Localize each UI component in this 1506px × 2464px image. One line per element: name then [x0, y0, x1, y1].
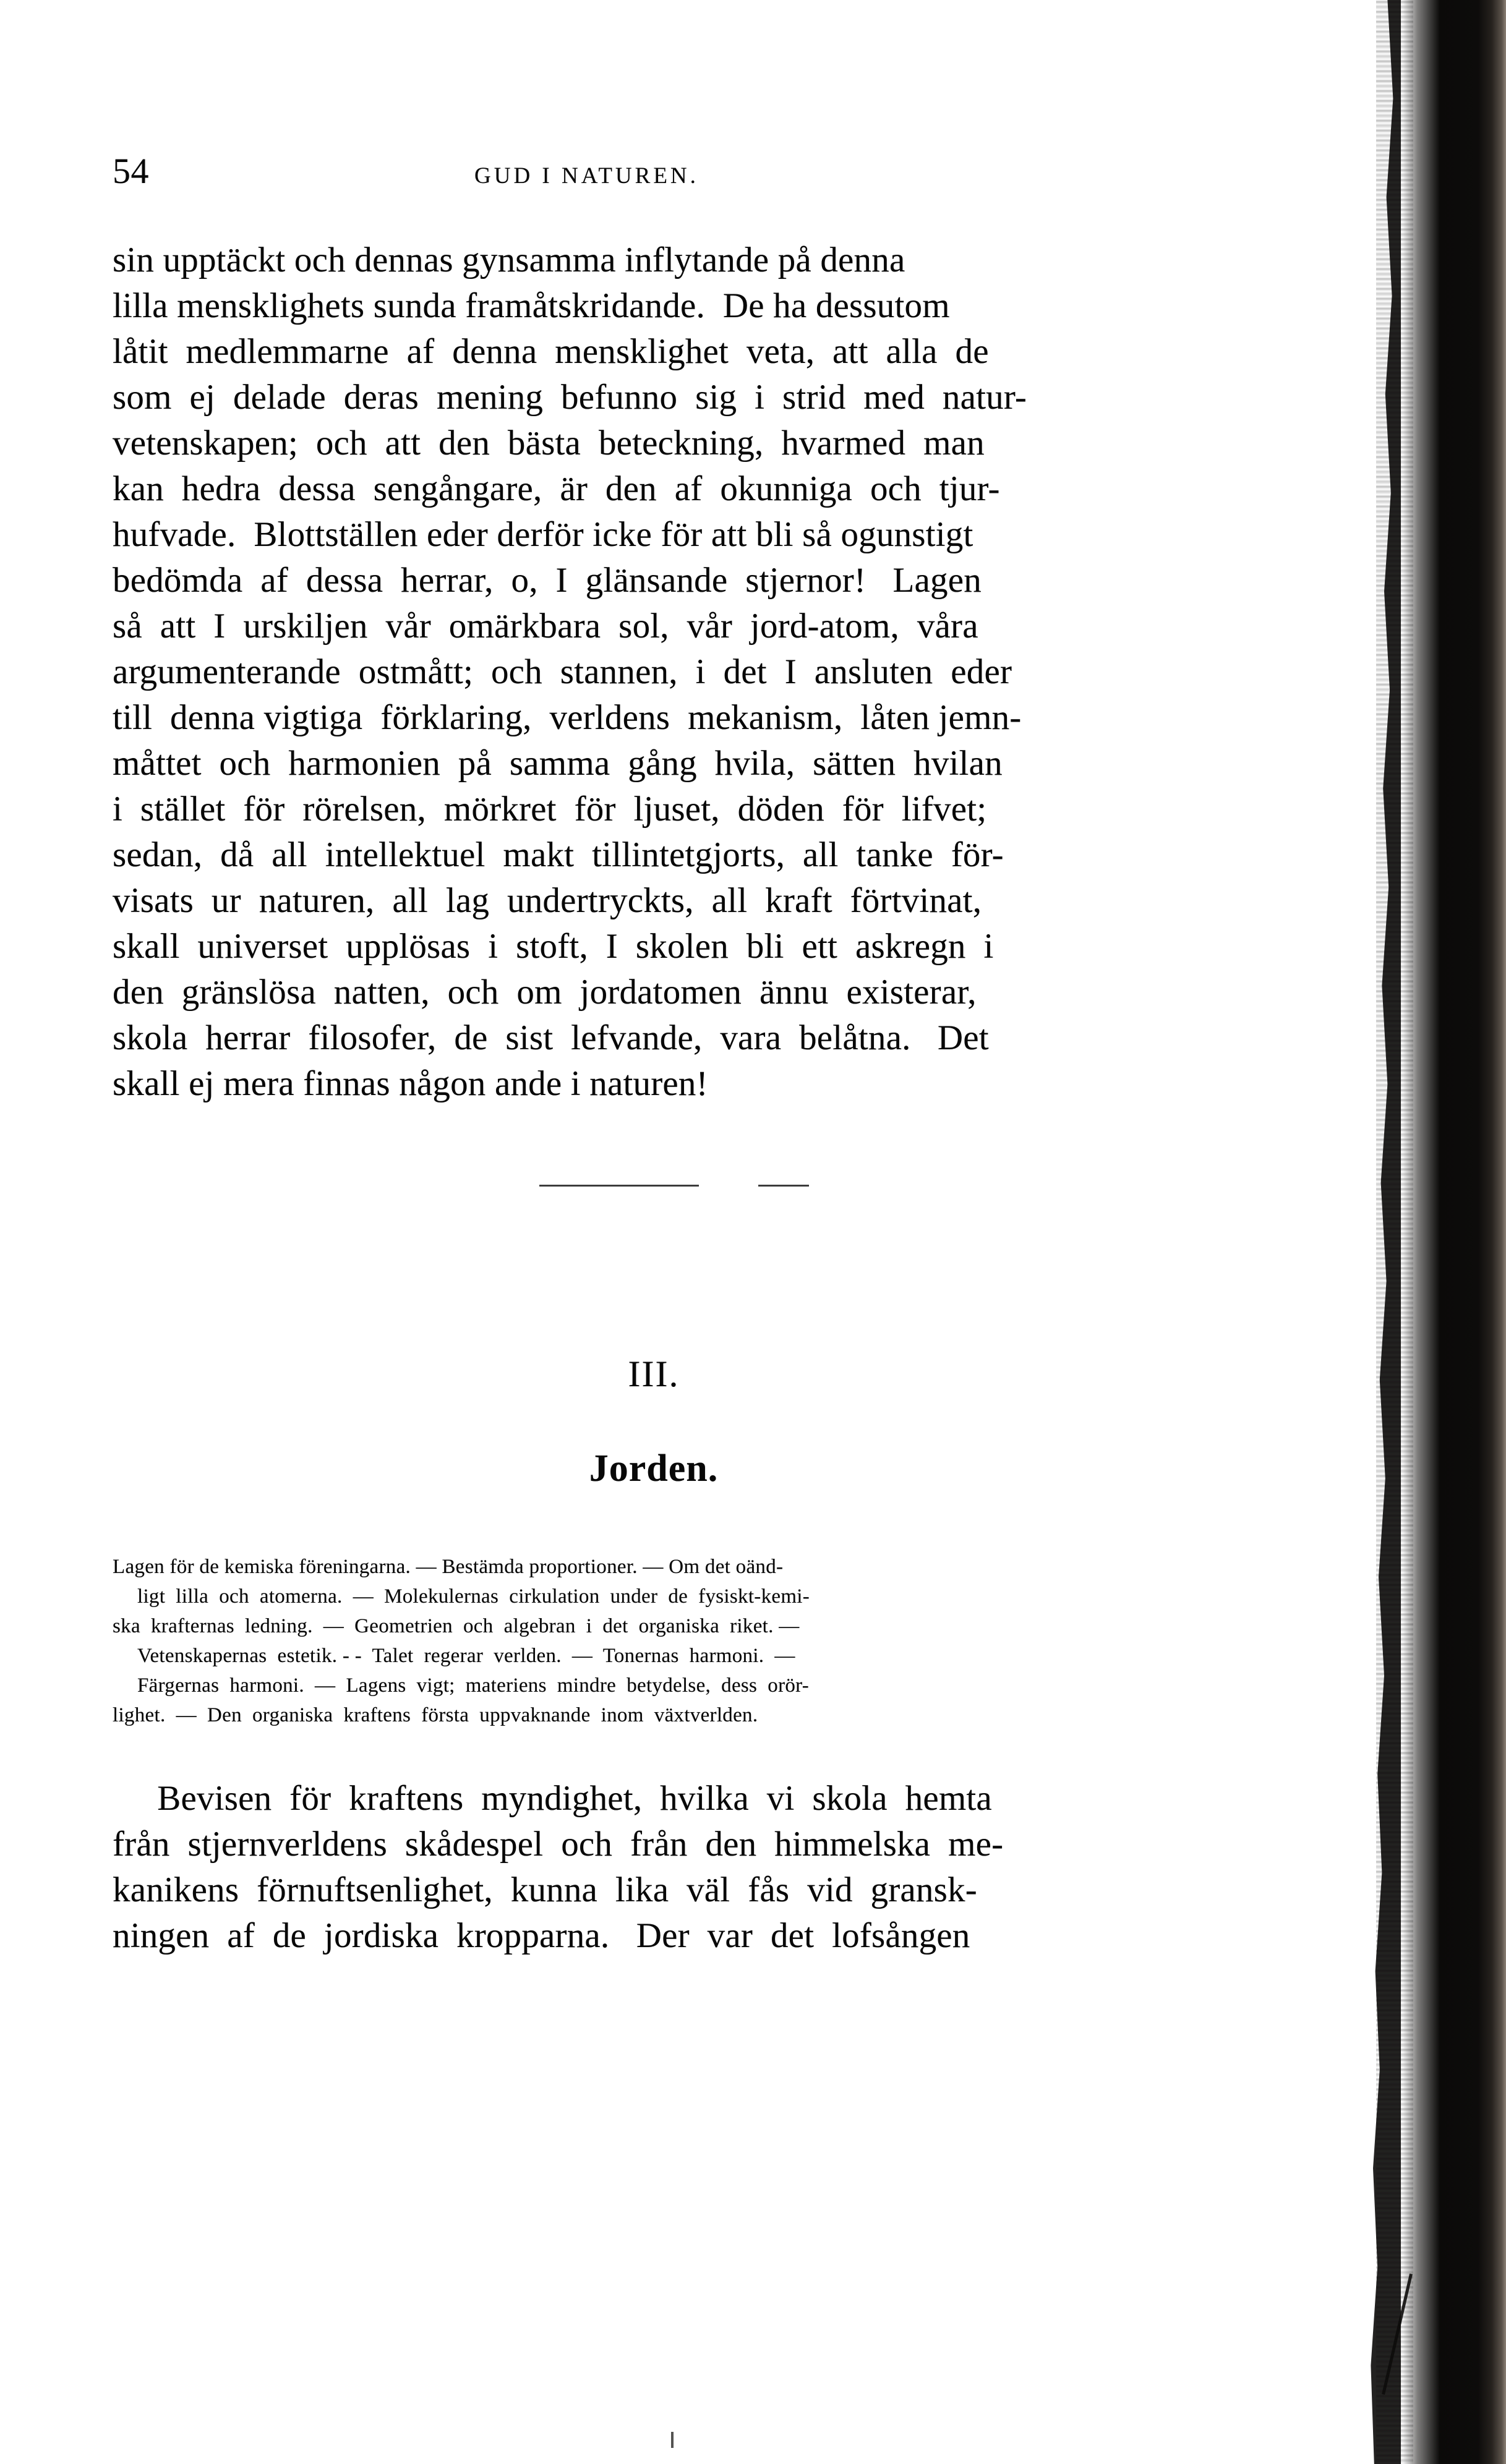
body-line: lilla mensklighets sunda framåtskridande. De ha dessutom — [113, 286, 950, 325]
scan-bottom-mark — [671, 2432, 674, 2448]
running-head-title: GUD I NATUREN. — [474, 163, 699, 189]
body-line: skola herrar filosofer, de sist lefvande, vara belåtna. Det — [113, 1018, 989, 1057]
closing-line: kanikens förnuftsenlighet, kunna lika väl fås vid gransk- — [113, 1870, 977, 1909]
closing-paragraph — [113, 1776, 1343, 1959]
body-line: som ej delade deras mening befunno sig i strid med natur- — [113, 378, 1027, 417]
synopsis-line: lighet. — Den organiska kraftens första uppvaknande inom växtverlden. — [113, 1704, 758, 1726]
synopsis-line: Färgernas harmoni. — Lagens vigt; materiens mindre betydelse, dess orör- — [137, 1674, 810, 1697]
body-line: vetenskapen; och att den bästa beteckning, hvarmed man — [113, 424, 985, 463]
body-line: kan hedra dessa sengångare, är den af okunniga och tjur- — [113, 469, 1000, 508]
chapter-synopsis — [113, 1552, 1343, 1730]
body-line: argumenterande ostmått; och stannen, i det I ansluten eder — [113, 652, 1012, 691]
page-number: 54 — [113, 151, 149, 191]
horizontal-rule — [539, 1185, 750, 1187]
synopsis-line: Vetenskapernas estetik. - - Talet regerar verlden. — Tonernas harmoni. — — [137, 1645, 795, 1667]
body-line: så att I urskiljen vår omärkbara sol, vår jord-atom, våra — [113, 607, 978, 646]
closing-line: Bevisen för kraftens myndighet, hvilka vi skola hemta — [113, 1779, 992, 1818]
body-line: bedömda af dessa herrar, o, I glänsande stjernor! Lagen — [113, 561, 982, 600]
text-column — [113, 0, 1343, 1959]
body-line: skall ej mera finnas någon ande i naturen! — [113, 1064, 708, 1103]
body-line: sedan, då all intellektuel makt tillintetgjorts, all tanke för- — [113, 835, 1004, 874]
body-line: visats ur naturen, all lag undertryckts, all kraft förtvinat, — [113, 881, 982, 920]
body-line: låtit medlemmarne af denna mensklighet veta, att alla de — [113, 332, 989, 371]
scan-gutter-noise — [1376, 0, 1413, 2464]
synopsis-line: Lagen för de kemiska föreningarna. — Bestämda proportioner. — Om det oänd- — [113, 1556, 784, 1578]
synopsis-line: ska krafternas ledning. — Geometrien och algebran i det organiska riket. — — [113, 1615, 800, 1637]
closing-line: ningen af de jordiska kropparna. Der var det lofsången — [113, 1916, 970, 1955]
section-divider — [113, 1176, 1343, 1201]
body-line: i stället för rörelsen, mörkret för ljuset, döden för lifvet; — [113, 790, 987, 829]
synopsis-line: ligt lilla och atomerna. — Molekulernas cirkulation under de fysiskt-kemi- — [137, 1585, 810, 1608]
body-line: sin upptäckt och dennas gynsamma inflytande på denna — [113, 241, 905, 279]
body-line: måttet och harmonien på samma gång hvila, sätten hvilan — [113, 744, 1003, 783]
body-line: till denna vigtiga förklaring, verldens mekanism, låten jemn- — [113, 698, 1022, 737]
chapter-number: III. — [628, 1353, 680, 1394]
body-line: hufvade. Blottställen eder derför icke för att bli så ogunstigt — [113, 515, 973, 554]
body-paragraph — [113, 237, 1343, 1107]
body-line: den gränslösa natten, och om jordatomen ännu existerar, — [113, 973, 977, 1012]
closing-line: från stjernverldens skådespel och från den himmelska me- — [113, 1825, 1004, 1864]
chapter-title: Jorden. — [589, 1447, 719, 1490]
running-header — [113, 153, 1343, 213]
body-line: skall universet upplösas i stoft, I skolen bli ett askregn i — [113, 927, 994, 966]
